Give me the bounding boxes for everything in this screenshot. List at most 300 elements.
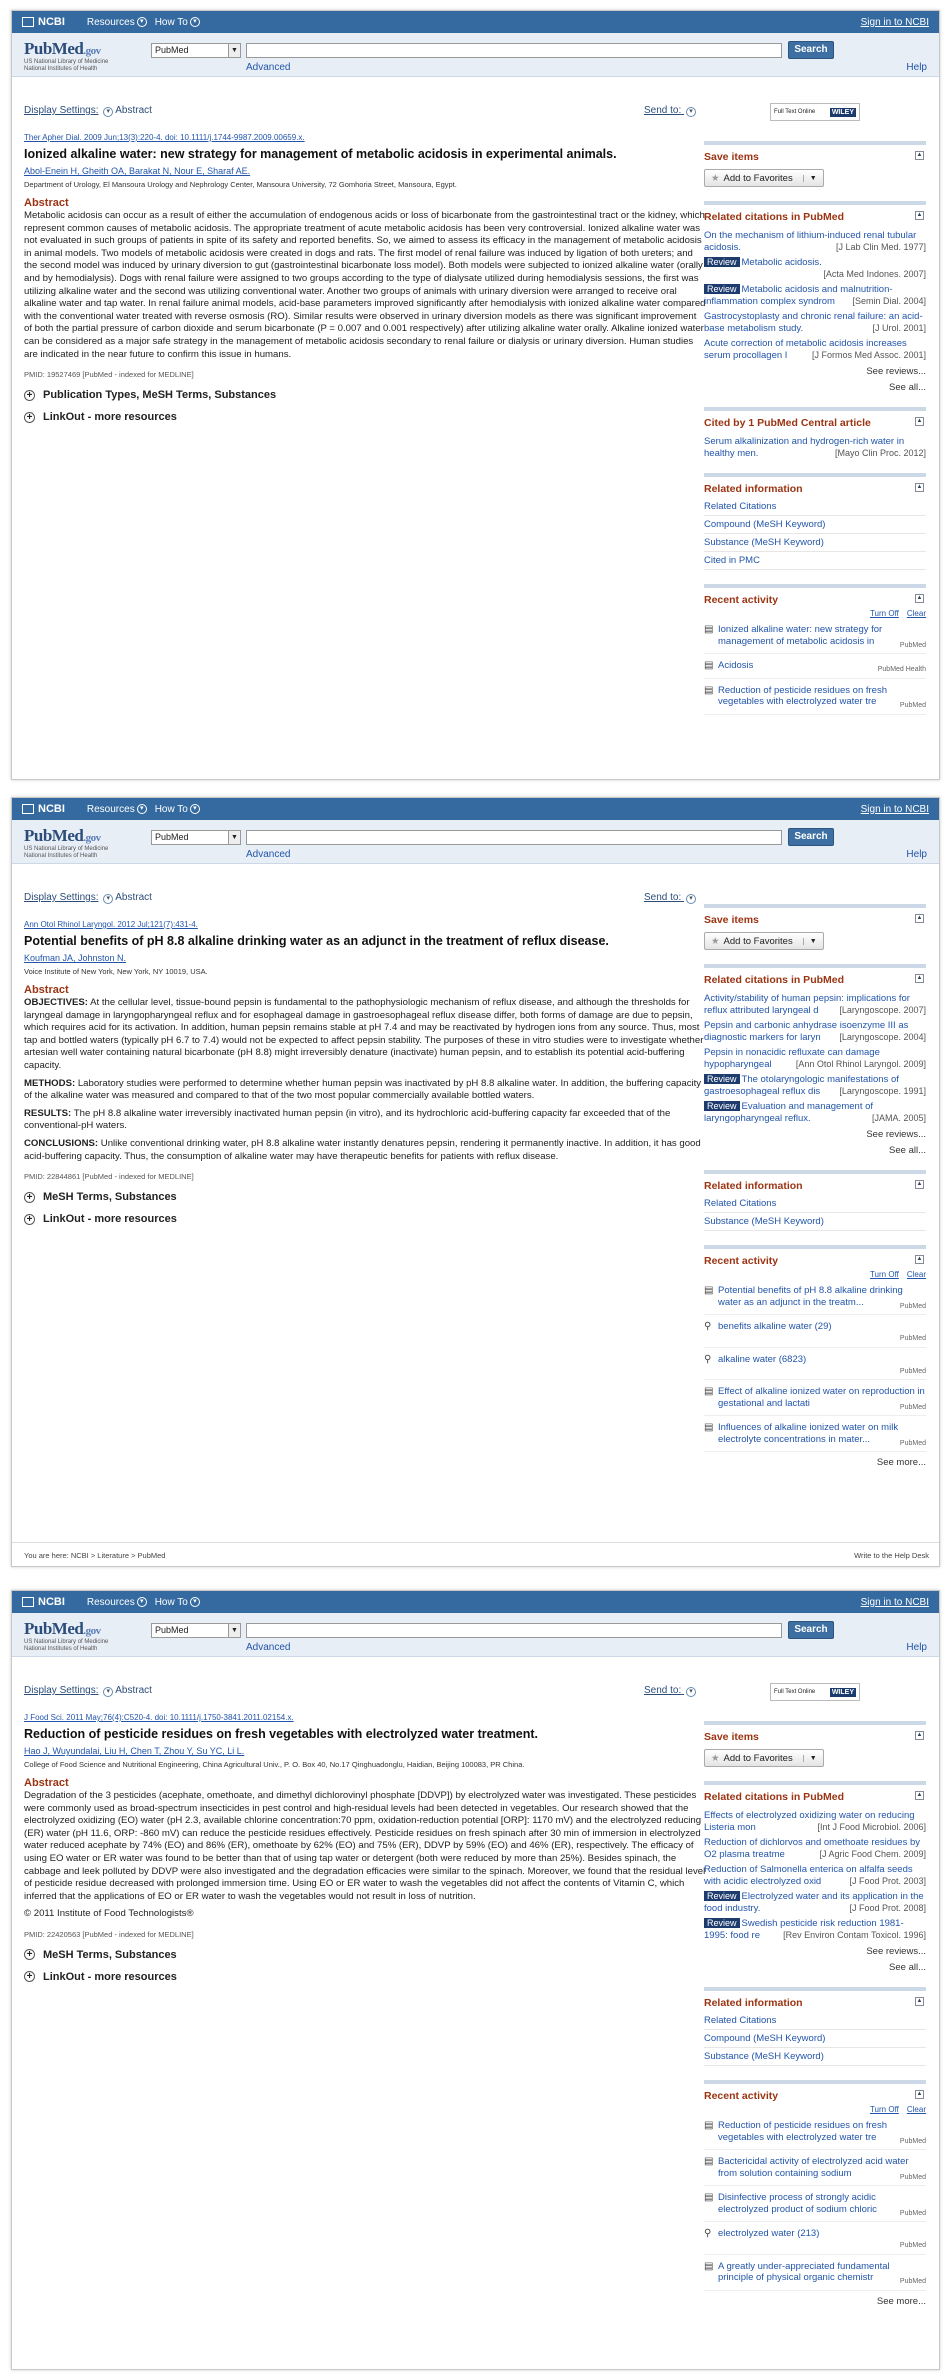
rel-source: [J Urol. 2001] — [872, 322, 926, 333]
recent-activity-heading: Recent activity — [704, 1255, 779, 1267]
expand-linkout[interactable] — [24, 1971, 707, 1983]
pmid: PMID: 19527469 [PubMed - indexed for MEDLINE] — [24, 370, 194, 380]
document-icon: ▤ — [704, 1285, 714, 1296]
recent-item[interactable] — [704, 1386, 926, 1416]
clear-link[interactable]: Clear — [906, 2105, 926, 2114]
related-cit-heading: Related citations in PubMed — [704, 1791, 845, 1803]
abstract-heading: Abstract — [24, 984, 69, 996]
recent-item[interactable] — [704, 685, 926, 715]
recent-item[interactable] — [704, 660, 926, 679]
search-input[interactable] — [246, 830, 782, 845]
abstract-text: Metabolic acidosis can occur as a result of either the accumulation of endogenous acids or loss of bicarbonate from the gastrointestinal tract or the kidney, which represent common causes of metabolic acidosis. The appropriate treatment of acute metabolic acidosis has been very controversial. Ionized alkaline water was not evaluated in such groups of patients in spite of its safety and reported benefits. So, we aimed to assess its efficacy in the management of metabolic acidosis in animal models. Two models of metabolic acidosis were created in dogs and rats. The first model of renal failure was induced by ligation of both ureters; and the second model was induced by urinary diversion to gut (gastrointestinal bicarbonate loss model). Both models were subjected to ionized alkaline water (orally and by hemodialysis). Dogs with renal failure were assigned to two groups according to the type of dialysate utilized during hemodialysis sessions, the first was utilizing alkaline water and the second was utilizing conventional water. Another two groups of animals with urinary diversion were arranged to receive oral alkaline water and tap water. In renal failure animal models, acid-base parameters improved significantly after hemodialysis with ionized alkaline water compared with the conventional water treated with reverse osmosis (RO). Similar results were observed in urinary diversion models as there was significant improvement of both the partial pressure of carbon dioxide and serum bicarbonate (P = 0.007 and 0.001 respectively) after utilizing alkaline water orally. Alkaline ionized water can be considered as a major safe strategy in the management of metabolic acidosis secondary to renal failure or dialysis or urinary diversion. Human studies are indicated in the near future to confirm this issue in humans. — [24, 210, 706, 360]
article-title: Potential benefits of pH 8.8 alkaline drinking water as an adjunct in the treatment of reflux disease. — [24, 934, 609, 948]
help-desk-link[interactable]: Write to the Help Desk — [854, 1551, 929, 1560]
see-reviews-link[interactable]: See reviews... — [866, 1129, 926, 1140]
rel-source: [Laryngoscope. 2007] — [839, 1004, 926, 1015]
add-to-favorites-button[interactable] — [704, 1749, 824, 1767]
recent-db: PubMed Health — [877, 666, 926, 673]
resources-label: Resources — [86, 16, 135, 28]
citation-text: Ann Otol Rhinol Laryngol. 2012 Jul;121(7):431-4. — [24, 920, 198, 929]
expand-mesh-label: Publication Types, MeSH Terms, Substances — [43, 389, 277, 402]
related-citation[interactable] — [704, 230, 926, 253]
cited-title: Serum alkalinization and hydrogen-rich water in healthy men. — [704, 436, 905, 459]
add-fav-label: Add to Favorites — [723, 1752, 793, 1764]
see-more-link[interactable]: See more... — [876, 2295, 926, 2307]
recent-db: PubMed — [899, 1439, 926, 1447]
wiley-logo: WILEY — [831, 1688, 854, 1696]
send-to-menu[interactable] — [644, 105, 698, 117]
send-to-label: Send to: — [644, 892, 682, 903]
citation[interactable] — [24, 920, 707, 929]
search-icon: ⚲ — [704, 2228, 712, 2239]
send-to-menu[interactable] — [644, 1685, 698, 1697]
see-reviews-link[interactable]: See reviews... — [866, 1946, 926, 1957]
cited-source: [Mayo Clin Proc. 2012] — [834, 447, 926, 458]
search-button[interactable]: Search — [788, 41, 834, 59]
page-panel-1 — [11, 10, 940, 780]
rel-title: Electrolyzed water and its application in the food industry. — [704, 1891, 924, 1914]
database-select-value: PubMed — [155, 45, 189, 55]
affiliation: Department of Urology, El Mansoura Urology and Nephrology Center, Mansoura University, 72 Gomhoria Street, Mansoura, Egypt. — [24, 180, 457, 189]
related-citation[interactable] — [704, 993, 926, 1016]
advanced-link[interactable]: Advanced — [246, 849, 291, 860]
chevron-down-icon: ▾ — [137, 1597, 147, 1607]
resources-label: Resources — [86, 803, 135, 815]
pubmed-logo[interactable] — [24, 39, 108, 73]
related-citations-box — [704, 1781, 926, 1973]
howto-menu[interactable] — [155, 804, 200, 815]
article-title: Ionized alkaline water: new strategy for management of metabolic acidosis in experimental animals. — [24, 147, 617, 161]
chevron-down-icon: ▾ — [686, 107, 696, 117]
search-icon: ⚲ — [704, 1321, 712, 1332]
add-fav-label: Add to Favorites — [723, 172, 793, 184]
plus-icon: + — [24, 1971, 35, 1982]
author-list[interactable]: Abol-Enein H, Gheith OA, Barakat N, Nour E, Sharaf AE. — [24, 166, 251, 176]
chevron-down-icon: ▼ — [228, 44, 240, 57]
related-citation[interactable] — [704, 1810, 926, 1833]
document-icon: ▤ — [704, 2156, 714, 2167]
search-button[interactable]: Search — [788, 828, 834, 846]
related-info-link[interactable]: Related Citations — [704, 2012, 926, 2030]
related-citation[interactable] — [704, 1020, 926, 1043]
conclusions-label: CONCLUSIONS: — [24, 1137, 99, 1149]
recent-item[interactable] — [704, 1422, 926, 1452]
recent-db: PubMed — [899, 1302, 926, 1310]
see-all-link[interactable]: See all... — [889, 382, 926, 393]
collapse-icon[interactable]: ▲ — [916, 212, 923, 218]
logo-sub-nlm: US National Library of Medicine — [24, 1639, 109, 1645]
recent-title: Effect of alkaline ionized water on reproduction in gestational and lactati — [718, 1386, 925, 1409]
database-select[interactable] — [151, 43, 241, 58]
related-info-box — [704, 473, 926, 570]
pubmed-logo-text: PubMed — [24, 39, 84, 58]
related-info-heading: Related information — [704, 483, 803, 495]
pmid: PMID: 22844861 [PubMed - indexed for MEDLINE] — [24, 1172, 194, 1182]
rel-title: On the mechanism of lithium-induced renal tubular acidosis. — [704, 230, 917, 253]
related-citation[interactable] — [704, 1101, 926, 1124]
recent-activity-heading: Recent activity — [704, 2090, 779, 2102]
related-info-link[interactable]: Related Citations — [704, 1195, 926, 1213]
save-items-box — [704, 1721, 926, 1767]
related-citation[interactable] — [704, 311, 926, 334]
display-format: Abstract — [115, 892, 152, 903]
see-more-link[interactable]: See more... — [876, 1457, 926, 1468]
recent-title: electrolyzed water (213) — [718, 2228, 820, 2239]
chevron-down-icon: ▾ — [190, 1597, 200, 1607]
database-select[interactable] — [151, 830, 241, 845]
recent-activity-box — [704, 1245, 926, 1468]
collapse-icon[interactable]: ▲ — [916, 1256, 923, 1262]
citation[interactable] — [24, 133, 707, 142]
recent-db: PubMed — [899, 702, 926, 709]
ncbi-logo-text: NCBI — [38, 16, 65, 28]
recent-item[interactable] — [704, 1354, 926, 1381]
recent-title: Reduction of pesticide residues on fresh vegetables with electrolyzed water tre — [718, 684, 887, 707]
rel-title: Reduction of dichlorvos and omethoate residues by O2 plasma treatme — [704, 1837, 920, 1860]
database-select[interactable] — [151, 1623, 241, 1638]
recent-item[interactable] — [704, 2120, 926, 2150]
advanced-link[interactable]: Advanced — [246, 1642, 291, 1653]
recent-activity-box — [704, 584, 926, 715]
signin-link[interactable]: Sign in to NCBI — [860, 16, 929, 28]
search-bar — [12, 1613, 939, 1657]
recent-activity-heading: Recent activity — [704, 594, 779, 606]
display-format: Abstract — [115, 105, 152, 116]
recent-title: A greatly under-appreciated fundamental principle of physical organic chemistr — [718, 2260, 890, 2283]
pubmed-logo-text: PubMed — [24, 826, 84, 845]
related-info-box — [704, 1170, 926, 1231]
clear-link[interactable]: Clear — [906, 1270, 926, 1279]
plus-icon: + — [24, 1214, 35, 1225]
cited-article[interactable] — [704, 436, 926, 459]
document-icon: ▤ — [704, 2260, 714, 2272]
display-format: Abstract — [115, 1685, 152, 1696]
results-label: RESULTS: — [24, 1107, 72, 1119]
search-input[interactable] — [246, 43, 782, 58]
ncbi-logo[interactable] — [22, 803, 65, 815]
display-settings-label: Display Settings: — [24, 892, 99, 903]
chevron-down-icon: ▼ — [228, 831, 240, 844]
review-badge: Review — [704, 1101, 740, 1111]
signin-link[interactable]: Sign in to NCBI — [860, 1596, 929, 1608]
ncbi-header — [12, 11, 939, 33]
search-button[interactable]: Search — [788, 1621, 834, 1639]
objectives-text: At the cellular level, tissue-bound pepsin is fundamental to the pathophysiologic mechanism of reflux disease, and although the thresholds for laryngeal damage in laryngopharyngeal reflux and for esophageal damage in gastroesophageal reflux disease differ, both forms of damage are due to pepsin, which requires acid for its activation. In addition, human pepsin remains stable at pH 7.4 and may be reactivated by hydrogen ions from any source. Thus, most tap and bottled waters (typically pH 6.7 to 7.4) would not be expected to affect pepsin stability. The purposes of these in vitro studies were to investigate whether artesian well water containing natural bicarbonate (pH 8.8) might irreversibly denature (inactivate) human pepsin, and to establish its potential acid-buffering capacity. — [24, 997, 704, 1071]
help-link[interactable]: Help — [906, 849, 927, 860]
related-citation[interactable] — [704, 1047, 926, 1070]
chevron-down-icon: ▾ — [137, 17, 147, 27]
recent-db: PubMed — [899, 1335, 926, 1342]
ncbi-logo-icon — [22, 804, 34, 814]
sidebar — [704, 1721, 926, 2321]
turn-off-link[interactable]: Turn Off — [869, 2105, 899, 2114]
display-settings-label: Display Settings: — [24, 1685, 99, 1696]
document-icon: ▤ — [704, 684, 714, 696]
abstract-results — [24, 1108, 707, 1133]
resources-label: Resources — [86, 1596, 135, 1608]
page-panel-3 — [11, 1590, 940, 2370]
wiley-logo: WILEY — [831, 108, 854, 116]
chevron-down-icon: ▾ — [686, 1687, 696, 1697]
related-info-link[interactable]: Substance (MeSH Keyword) — [704, 1213, 926, 1231]
search-bar — [12, 33, 939, 77]
related-citation[interactable] — [704, 1864, 926, 1887]
add-fav-label: Add to Favorites — [723, 935, 793, 947]
recent-item[interactable] — [704, 1321, 926, 1348]
recent-item[interactable] — [704, 624, 926, 654]
resources-menu[interactable] — [87, 804, 147, 815]
chevron-down-icon: ▾ — [103, 107, 113, 117]
cited-by-box — [704, 407, 926, 459]
collapse-icon[interactable]: ▲ — [916, 915, 923, 921]
expand-mesh[interactable] — [24, 389, 707, 401]
howto-label: How To — [154, 1596, 188, 1608]
recent-db: PubMed — [899, 2173, 926, 2181]
save-items-heading: Save items — [704, 1731, 759, 1743]
advanced-link[interactable]: Advanced — [246, 62, 291, 73]
ncbi-logo[interactable] — [22, 16, 65, 28]
collapse-icon[interactable]: ▲ — [916, 595, 923, 601]
review-badge: Review — [704, 1918, 740, 1928]
recent-item[interactable] — [704, 2156, 926, 2186]
related-info-link[interactable]: Cited in PMC — [704, 552, 926, 570]
recent-title: Bactericidal activity of electrolyzed acid water from solution containing sodium — [718, 2156, 909, 2179]
chevron-down-icon[interactable]: ▼ — [803, 1755, 817, 1762]
chevron-down-icon: ▾ — [103, 1687, 113, 1697]
send-to-menu[interactable] — [644, 892, 698, 904]
collapse-icon[interactable]: ▲ — [916, 1181, 923, 1187]
related-citations-box — [704, 201, 926, 393]
resources-menu[interactable] — [87, 1597, 147, 1608]
related-info-link[interactable]: Compound (MeSH Keyword) — [704, 2030, 926, 2048]
search-input[interactable] — [246, 1623, 782, 1638]
objectives-label: OBJECTIVES: — [24, 997, 88, 1008]
recent-db: PubMed — [899, 2278, 926, 2285]
see-all-link[interactable]: See all... — [889, 1145, 926, 1156]
expand-mesh[interactable] — [24, 1949, 707, 1961]
rel-source: [Acta Med Indones. 2007] — [823, 268, 926, 279]
review-badge: Review — [704, 1891, 740, 1901]
star-icon: ★ — [711, 172, 720, 184]
abstract-heading: Abstract — [24, 197, 69, 209]
display-settings[interactable] — [24, 105, 152, 117]
collapse-icon[interactable]: ▲ — [916, 484, 923, 490]
rel-source: [J Lab Clin Med. 1977] — [835, 241, 926, 252]
article-main — [24, 920, 707, 1225]
collapse-icon[interactable]: ▲ — [916, 2091, 923, 2097]
expand-linkout[interactable] — [24, 411, 707, 423]
related-citation[interactable] — [704, 257, 926, 280]
add-to-favorites-button[interactable] — [704, 932, 824, 950]
rel-title: Metabolic acidosis and malnutrition-inflammation complex syndrom — [704, 284, 893, 307]
conclusions-text: Unlike conventional drinking water, pH 8.8 alkaline water instantly denatures pepsin, rendering it permanently inactive. In addition, it has good acid-buffering capacity. Thus, the consumption of alkaline water may have therapeutic benefits for patients with reflux disease. — [24, 1137, 701, 1162]
chevron-down-icon[interactable]: ▼ — [803, 938, 817, 945]
rel-title: Effects of electrolyzed oxidizing water on reducing Listeria mon — [704, 1810, 915, 1833]
see-all-link[interactable]: See all... — [889, 1962, 926, 1973]
pmid: PMID: 22420563 [PubMed - indexed for MEDLINE] — [24, 1929, 194, 1939]
expand-mesh-label: MeSH Terms, Substances — [43, 1191, 177, 1204]
collapse-icon[interactable]: ▲ — [916, 418, 923, 424]
related-citation[interactable] — [704, 1891, 926, 1914]
collapse-icon[interactable]: ▲ — [916, 1792, 923, 1798]
document-icon: ▤ — [704, 1386, 714, 1397]
chevron-down-icon[interactable]: ▼ — [803, 175, 817, 182]
collapse-icon[interactable]: ▲ — [916, 975, 923, 981]
fulltext-link[interactable] — [770, 103, 860, 121]
logo-sub-nih: National Institutes of Health — [24, 1646, 98, 1652]
recent-db: PubMed — [899, 2209, 926, 2217]
plus-icon: + — [24, 412, 35, 423]
document-icon: ▤ — [704, 2120, 714, 2131]
abstract-heading: Abstract — [24, 1777, 69, 1789]
search-icon: ⚲ — [704, 1353, 712, 1365]
logo-sub-nlm: US National Library of Medicine — [24, 59, 109, 65]
howto-menu[interactable] — [155, 17, 200, 28]
expand-linkout[interactable] — [24, 1213, 707, 1225]
plus-icon: + — [24, 390, 35, 401]
turn-off-link[interactable]: Turn Off — [869, 609, 899, 618]
rel-title: Evaluation and management of laryngopharyngeal reflux. — [704, 1101, 874, 1124]
turn-off-link[interactable]: Turn Off — [869, 1270, 899, 1279]
ncbi-logo[interactable] — [22, 1596, 65, 1608]
expand-linkout-label: LinkOut - more resources — [43, 411, 177, 424]
collapse-icon[interactable]: ▲ — [916, 1998, 923, 2004]
rel-title: Reduction of Salmonella enterica on alfalfa seeds with acidic electrolyzed oxid — [704, 1864, 913, 1887]
pubmed-logo-text: PubMed — [24, 1619, 84, 1638]
rel-title: Gastrocystoplasty and chronic renal failure: an acid-base metabolism study. — [704, 311, 923, 334]
related-info-link[interactable]: Substance (MeSH Keyword) — [704, 534, 926, 552]
send-to-label: Send to: — [644, 105, 682, 116]
rel-source: [J Agric Food Chem. 2009] — [819, 1848, 926, 1859]
related-info-box — [704, 1987, 926, 2066]
related-citation[interactable] — [704, 338, 926, 361]
rel-source: [J Formos Med Assoc. 2001] — [811, 349, 926, 360]
plus-icon: + — [24, 1192, 35, 1203]
rel-source: [J Food Prot. 2003] — [849, 1875, 926, 1886]
collapse-icon[interactable]: ▲ — [916, 152, 923, 158]
recent-db: PubMed — [899, 1367, 926, 1375]
chevron-down-icon: ▼ — [228, 1624, 240, 1637]
document-icon: ▤ — [704, 1422, 714, 1433]
recent-db: PubMed — [899, 2242, 926, 2249]
article-main — [24, 1713, 707, 1983]
related-citation[interactable] — [704, 1074, 926, 1097]
rel-source: [Ann Otol Rhinol Laryngol. 2009] — [795, 1058, 926, 1069]
expand-linkout-label: LinkOut - more resources — [43, 1970, 177, 1983]
rel-title: Activity/stability of human pepsin: implications for reflux attributed laryngeal d — [704, 993, 910, 1016]
star-icon: ★ — [711, 1752, 720, 1764]
rel-title: The otolaryngologic manifestations of gastroesophageal reflux dis — [704, 1074, 899, 1097]
howto-menu[interactable] — [155, 1597, 200, 1608]
recent-title: alkaline water (6823) — [718, 1353, 807, 1365]
add-to-favorites-button[interactable] — [704, 169, 824, 187]
author-list[interactable]: Hao J, Wuyundalai, Liu H, Chen T, Zhou Y, Su YC, Li L. — [24, 1746, 245, 1756]
citation[interactable] — [24, 1713, 707, 1722]
chevron-down-icon: ▾ — [103, 894, 113, 904]
expand-mesh[interactable] — [24, 1191, 707, 1203]
logo-sub-nih: National Institutes of Health — [24, 66, 98, 72]
abstract-methods — [24, 1078, 707, 1103]
document-icon: ▤ — [704, 624, 714, 635]
expand-linkout-label: LinkOut - more resources — [43, 1213, 177, 1226]
recent-item[interactable] — [704, 2261, 926, 2291]
collapse-icon[interactable]: ▲ — [916, 1732, 923, 1738]
chevron-down-icon: ▾ — [190, 17, 200, 27]
author-list[interactable]: Koufman JA, Johnston N. — [24, 953, 127, 963]
help-link[interactable]: Help — [906, 62, 927, 73]
recent-item[interactable] — [704, 2228, 926, 2255]
page-panel-2 — [11, 797, 940, 1567]
rel-title: Metabolic acidosis. — [741, 257, 822, 268]
article-main — [24, 133, 707, 423]
recent-title: Potential benefits of pH 8.8 alkaline drinking water as an adjunct in the treatm... — [718, 1285, 903, 1308]
signin-link[interactable]: Sign in to NCBI — [860, 803, 929, 815]
chevron-down-icon: ▾ — [190, 804, 200, 814]
article-title: Reduction of pesticide residues on fresh vegetables with electrolyzed water treatment. — [24, 1727, 539, 1741]
sidebar — [704, 904, 926, 1482]
footer — [12, 1542, 940, 1566]
related-citation[interactable] — [704, 1918, 926, 1941]
display-settings[interactable] — [24, 1685, 152, 1697]
star-icon: ★ — [711, 935, 720, 947]
pubmed-logo-gov: .gov — [83, 1625, 101, 1637]
related-cit-heading: Related citations in PubMed — [704, 974, 845, 986]
affiliation: Voice Institute of New York, New York, NY 10019, USA. — [24, 967, 208, 976]
recent-title: Reduction of pesticide residues on fresh vegetables with electrolyzed water tre — [718, 2120, 887, 2143]
rel-title: Pepsin in nonacidic refluxate can damage hypopharyngeal — [704, 1047, 880, 1070]
send-to-label: Send to: — [644, 1685, 682, 1696]
rel-source: [Int J Food Microbiol. 2006] — [817, 1821, 926, 1832]
fulltext-link[interactable] — [770, 1683, 860, 1701]
display-settings[interactable] — [24, 892, 152, 904]
pubmed-logo[interactable] — [24, 1619, 108, 1653]
sidebar — [704, 141, 926, 729]
recent-db: PubMed — [899, 2137, 926, 2145]
ncbi-logo-icon — [22, 17, 34, 27]
rel-title: Pepsin and carbonic anhydrase isoenzyme III as diagnostic markers for laryn — [704, 1020, 909, 1043]
ncbi-logo-text: NCBI — [38, 1596, 65, 1608]
pubmed-logo[interactable] — [24, 826, 108, 860]
resources-menu[interactable] — [87, 17, 147, 28]
abstract-objectives — [24, 997, 707, 1073]
clear-link[interactable]: Clear — [906, 609, 926, 618]
ncbi-logo-text: NCBI — [38, 803, 65, 815]
methods-text: Laboratory studies were performed to determine whether human pepsin was inactivated by pH 8.8 alkaline water. In addition, the buffering capacity of the alkaline water was measured and compared to that of the two most popular commercially available bottled waters. — [24, 1077, 702, 1102]
chevron-down-icon: ▾ — [137, 804, 147, 814]
see-reviews-link[interactable]: See reviews... — [866, 366, 926, 377]
related-info-link[interactable]: Related Citations — [704, 498, 926, 516]
related-info-link[interactable]: Substance (MeSH Keyword) — [704, 2048, 926, 2066]
plus-icon: + — [24, 1949, 35, 1960]
recent-activity-box — [704, 2080, 926, 2307]
related-citation[interactable] — [704, 284, 926, 307]
recent-item[interactable] — [704, 2192, 926, 2222]
rel-source: [Laryngoscope. 1991] — [839, 1085, 926, 1096]
recent-item[interactable] — [704, 1285, 926, 1315]
related-info-link[interactable]: Compound (MeSH Keyword) — [704, 516, 926, 534]
pubmed-logo-gov: .gov — [83, 832, 101, 844]
help-link[interactable]: Help — [906, 1642, 927, 1653]
related-citation[interactable] — [704, 1837, 926, 1860]
fulltext-label: Full Text Online — [774, 109, 816, 115]
chevron-down-icon: ▾ — [686, 894, 696, 904]
methods-label: METHODS: — [24, 1077, 76, 1089]
pubmed-logo-gov: .gov — [83, 45, 101, 57]
breadcrumb[interactable]: You are here: NCBI > Literature > PubMed — [24, 1551, 166, 1560]
citation-text: Ther Apher Dial. 2009 Jun;13(3):220-4. doi: 10.1111/j.1744-9987.2009.00659.x. — [24, 133, 305, 142]
save-items-box — [704, 904, 926, 950]
logo-sub-nlm: US National Library of Medicine — [24, 846, 109, 852]
